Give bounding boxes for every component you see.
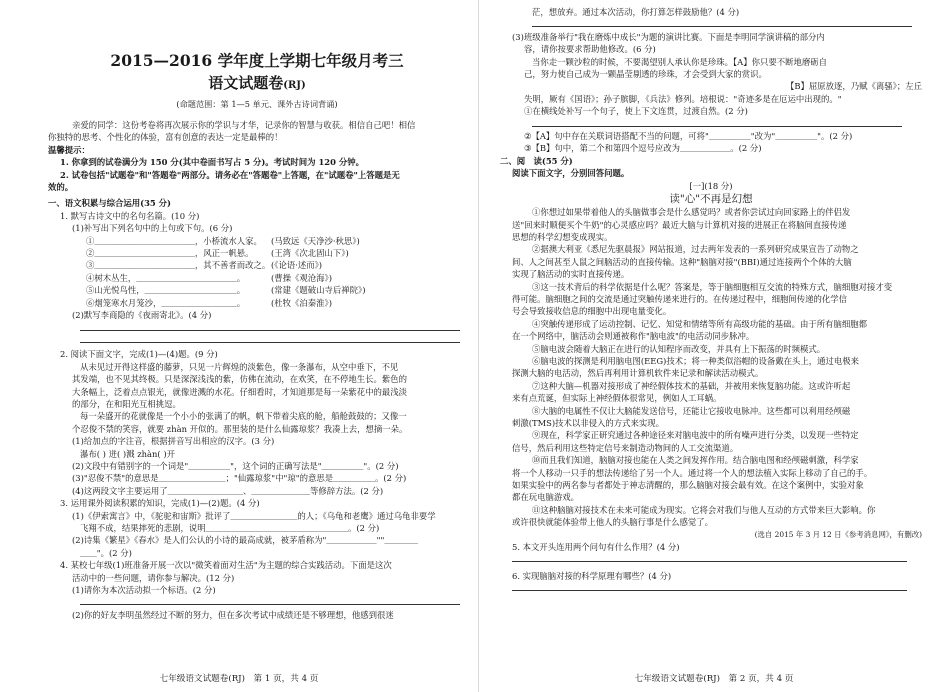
question-5: 5. 本文开头连用两个问句有什么作用？(4 分)	[512, 542, 680, 553]
answer-line[interactable]	[500, 553, 922, 565]
question-3-2-cont[interactable]: ＿＿"。(2 分)	[80, 547, 132, 558]
question-3-2[interactable]: (2)诗集《繁星》《春水》是人们公认的小诗的最高成就，被茅盾称为"＿＿＿＿＿＿""＿＿＿＿	[72, 535, 418, 546]
exam-subtitle: 语文试题卷(RJ)	[208, 74, 306, 92]
question-4: 4. 某校七年级(1)班准备开展一次以"微笑着面对生活"为主题的综合实践活动。下面是这次	[60, 560, 392, 571]
question-4-2: (2)你的好友李明虽然经过不断的努力，但在多次考试中成绩还是不够理想，他感到很迷	[72, 609, 394, 620]
article-line: ⑧大脑的电属性不仅让大脑能发送信号，还能让它接收电脉冲。这些都可以利用经颅磁	[532, 405, 851, 416]
question-4-2-cont: 茫，想放弃。通过本次活动，你打算怎样鼓励他？(4 分)	[532, 7, 740, 17]
edit-task-3[interactable]: ③【B】句中，第二个和第四个逗号应改为＿＿＿＿＿＿。(2 分)	[524, 143, 762, 154]
article-line: 实现了脑活动的实时直接传递。	[512, 269, 630, 280]
article-line: ②据澳大利亚《悉尼先驱晨报》网站报道，过去两年发表的一系列研究成果宣告了动物之	[532, 244, 859, 255]
page-footer: 七年级语文试题卷(RJ) 第 1 页，共 4 页	[159, 674, 319, 684]
article-line: ⑥脑电波的探测是利用脑电图(EEG)技术；将一种类似浴帽的设备戴在头上，通过电极来	[532, 355, 859, 366]
article-line: 来有点荒诞，但实际上神经假体很常见，例如人工耳蜗。	[512, 393, 722, 404]
article-line: ⑩而且我们知道，脑脑对接也能在人类之间发挥作用。结合脑电图和经颅磁刺激，科学家	[532, 455, 859, 466]
speech-line: 失明，厥有《国语》；孙子膑脚，《兵法》修列。培根说："奇迹多是在厄运中出现的。"	[524, 93, 842, 104]
question-3-1[interactable]: (1)《伊索寓言》中，《驼驼和宙斯》批评了＿＿＿＿＿＿＿＿的人；《乌龟和老鹰》通过乌龟非要学	[72, 510, 436, 521]
page-footer: 七年级语文试题卷(RJ) 第 2 页，共 4 页	[634, 674, 794, 684]
question-1: 1. 默写古诗文中的名句名篇。(10 分)	[60, 210, 200, 221]
question-2-4[interactable]: (4)这两段文字主要运用了＿＿＿＿＿＿＿＿＿、＿＿＿＿＿＿＿等修辞方法。(2 分)	[72, 485, 384, 496]
passage-line: 从未见过开得这样盛的藤萝，只见一片辉煌的淡紫色，像一条瀑布，从空中垂下，不见	[80, 361, 399, 372]
article-line: 探测大脑的电活动，然后再利用计算机软件来记录和解读活动模式。	[512, 368, 764, 379]
answer-line[interactable]	[48, 596, 466, 608]
notice-line: 2. 试卷包括"试题卷"和"答题卷"两部分。请务必在"答题卷"上答题，在"试题卷"上答题是无	[60, 169, 400, 180]
poem-item[interactable]: ⑤山光悦鸟性，＿＿＿＿＿＿＿＿＿＿＿。 (常建《题破山寺后禅院》)	[86, 285, 366, 296]
article-line: 在一个网络中，脑活动会则通被称作"脑电波"的电活动同步脉冲。	[512, 331, 755, 342]
question-2: 2. 阅读下面文字，完成(1)—(4)题。(9 分)	[60, 349, 218, 360]
article-line: ①你想过如果带着他人的头脑做事会是什么感觉吗？或者你尝试过向回家路上的伴侣发	[532, 207, 851, 218]
passage-line: 的部分，在和阳光互相挑逗。	[72, 398, 181, 409]
poem-item[interactable]: ⑥烟笼寒水月笼沙，＿＿＿＿＿＿＿＿＿。 (杜牧《泊秦淮》)	[86, 297, 332, 308]
article-line: 得可能。脑细胞之间的交流是通过突触传递来进行的。在传递过程中，细胞间传递的化学信	[512, 293, 847, 304]
article-line: ⑨现在，科学家正研究通过各种途径来对脑电波中的所有噪声进行分类，以发现一些特定	[532, 430, 859, 441]
speech-line: 己，努力使自己成为一颗晶莹剔透的珍珠，才会受到大家的赏识。	[524, 69, 767, 80]
article-title: 读"心"不再是幻想	[669, 193, 753, 206]
poem-item[interactable]: ②＿＿＿＿＿＿＿＿＿＿＿＿，风正一帆悬。 (王湾《次北固山下》)	[86, 248, 349, 259]
edit-task-1: ①在横线处补写一个句子，使上下文连贯，过渡自然。(2 分)	[524, 106, 748, 117]
article-line: 思想的科学幻想变成现实。	[512, 231, 613, 242]
article-line: ⑤脑电波会随着大脑正在进行的认知程序而改变，并具有上下振荡的时频模式。	[532, 343, 826, 354]
article-line: ④突触传递形成了运动控制、记忆、知觉和情绪等所有高级功能的基础。由于所有脑细胞都	[532, 318, 867, 329]
answer-line[interactable]	[48, 322, 466, 334]
question-4-1: (1)请你为本次活动拟一个标语。(2 分)	[72, 585, 216, 596]
answer-line[interactable]	[500, 582, 922, 594]
question-3: 3. 运用课外阅读积累的知识，完成(1)—(2)题。(4 分)	[60, 498, 260, 509]
poem-item[interactable]: ③＿＿＿＿＿＿＿＿＿＿＿＿，其不善者而改之。 (《论语·述而》)	[86, 260, 323, 271]
answer-line[interactable]	[500, 18, 922, 30]
article-line: 送"回来时顺便买个牛奶"的心灵感应吗？最近大脑与计算机对接的进展正在将脑间直接传递	[512, 219, 847, 230]
question-4-3: (3)班级准备举行"我在磨炼中成长"为题的演讲比赛。下面是李明同学演讲稿的部分内	[512, 31, 825, 42]
answer-line[interactable]	[48, 334, 466, 346]
section-2-title: 二、阅 读(55 分)	[500, 155, 573, 166]
question-1-2: (2)默写李商隐的《夜雨寄北》。(4 分)	[72, 310, 212, 321]
speech-line[interactable]: 【B】屈原放逐，乃赋《离骚》；左丘	[786, 81, 922, 92]
poem-item[interactable]: ①＿＿＿＿＿＿＿＿＿＿＿＿，小桥流水人家。 (马致远《天净沙·秋思》)	[86, 235, 360, 246]
article-line: 刺激(TMS)技术以非侵入的方式来实现。	[512, 418, 665, 428]
section-2-instruction: 阅读下面文字，分别回答问题。	[512, 168, 630, 179]
part-label: [一](18 分)	[689, 180, 733, 191]
question-4-3-cont: 容，请你按要求帮助他修改。(6 分)	[524, 44, 656, 55]
notice-title: 温馨提示：	[48, 144, 90, 155]
passage-line: 大条幅上，泛着点点银光，就像迸溅的水花。仔细看时，才知道那是每一朵紫花中的最浅淡	[72, 386, 407, 397]
article-line: 号会导致接收信息的细胞中出现电量变化。	[512, 306, 672, 317]
question-2-1-blanks[interactable]: 瀑布( ) 迸( )溅 zhàn( )开	[80, 448, 175, 459]
question-6: 6. 实现脑脑对接的科学原理有哪些？(4 分)	[512, 570, 672, 581]
notice-line: 效的。	[48, 182, 74, 193]
intro-line: 你独特的思考、个性化的体验，富有创意的表达一定是最棒的！	[48, 132, 283, 143]
question-2-1: (1)给加点的字注音，根据拼音写出相应的汉字。(3 分)	[72, 436, 275, 447]
question-4-cont: 活动中的一些问题，请你参与解决。(12 分)	[72, 572, 235, 583]
exam-scope: (命题范围：第 1—5 单元、课外古诗词背诵)	[176, 99, 338, 109]
exam-title: 2015—2016 学年度上学期七年级月考三	[110, 51, 404, 70]
passage-line: 其发端，也不见其终极。只是深深浅浅的紫，仿佛在流动，在欢笑，在不停地生长。紫色的	[72, 374, 407, 385]
article-line: ⑪这种脑脑对接技术在未来可能成为现实。它将会对我们与他人互动的方式带来巨大影响。你	[532, 504, 876, 515]
section-1-title: 一、语文积累与综合运用(35 分)	[48, 198, 171, 209]
article-line: 都在玩电脑游戏。	[512, 492, 579, 503]
passage-line: 每一朵盛开的花就像是一个小小的张满了的帆，帆下带着尖底的舱，船舱鼓鼓的；又像一	[80, 411, 407, 422]
article-line: ③这一技术背后的科学依据是什么呢？答案是，等于脑细胞相互交流的特殊方式，脑细胞对接才变	[532, 281, 893, 292]
edit-task-2[interactable]: ②【A】句中存在关联词语搭配不当的问题，可将"＿＿＿＿＿"改为"＿＿＿＿＿"。(2 分)	[524, 131, 853, 142]
question-1-1: (1)补写出下列名句中的上句或下句。(6 分)	[72, 223, 233, 234]
article-line: 或许很快就能体验带上他人的头脑行事是什么感觉了。	[512, 517, 713, 528]
answer-line[interactable]	[500, 118, 922, 130]
article-line: 将一个人移动一只手的想法传递给了另一个人。通过将一个人的想法植入实际上移动了自己的手。	[512, 467, 873, 478]
speech-line: 当你走一颗沙粒的时候，不要渴望别人承认你是珍珠。【A】你只要不断地磨砺自	[532, 56, 827, 67]
article-body	[500, 206, 922, 529]
article-line: ⑦这种大脑—机器对接形成了神经假体技术的基础，并被用来恢复脑功能。这或许听起	[532, 380, 851, 391]
question-3-1-cont[interactable]: 飞翔不成，结果摔死的悲剧，说明＿＿＿＿＿＿＿＿＿＿＿＿＿＿＿＿＿。(2 分)	[80, 523, 380, 533]
intro-line: 亲爱的同学：这份考卷将再次展示你的学识与才华，记录你的智慧与收获。相信自己吧！相信	[72, 120, 416, 130]
notice-line: 1. 你拿到的试卷满分为 150 分(其中卷面书写占 5 分)。考试时间为 120 分钟。	[60, 157, 364, 168]
article-line: 如果实验中的两名参与者都处于神志清醒的，那么脑脑对接会最有效。在这个案例中，实验对象	[512, 480, 864, 491]
question-2-3[interactable]: (3)"忍俊不禁"的意思是＿＿＿＿＿＿＿＿；"仙露琼浆"中"琼"的意思是＿＿＿＿＿。(2 分)	[72, 473, 407, 484]
poem-item[interactable]: ④树木丛生，＿＿＿＿＿＿＿＿＿＿＿＿。 (曹操《观沧海》)	[86, 272, 332, 283]
passage-line: 个忍俊不禁的笑容，就要 zhàn 开似的。那里装的是什么仙露琼浆？我凑上去，想摘一朵。	[72, 423, 408, 434]
article-source: (选自 2015 年 3 月 12 日《参考消息网》，有删改)	[754, 529, 922, 539]
question-2-2[interactable]: (2)文段中有错别字的一个词是"＿＿＿＿＿"，这个词的正确写法是"＿＿＿＿＿"。(2 分)	[72, 460, 399, 471]
exam-page-2	[478, 0, 950, 692]
article-line: 信号，然后利用这些特定信号来制造动物间的人工交流渠道。	[512, 442, 739, 453]
article-line: 间、人之间甚至人鼠之间脑活动的直接传输。这种"脑脑对接"(BBI)通过连接两个个体的大脑	[512, 256, 852, 267]
